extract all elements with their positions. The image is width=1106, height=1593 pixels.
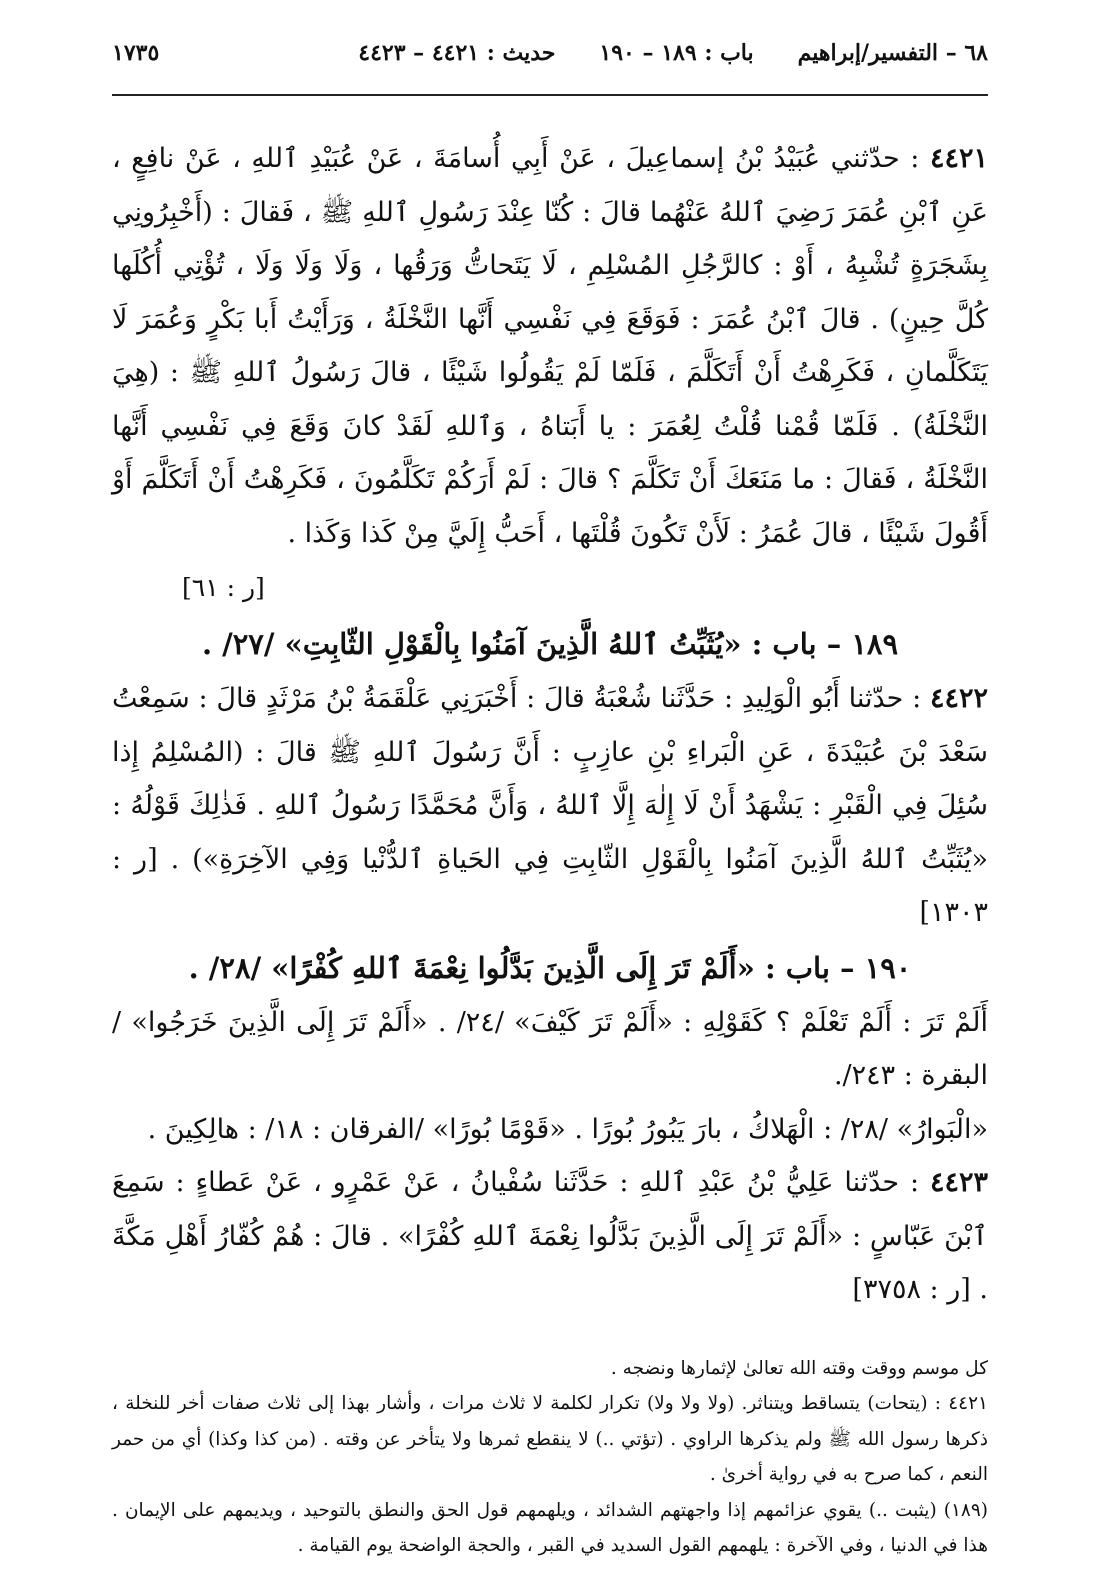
hadith-reference: [ر : ٦١] [182, 573, 265, 602]
footnote-4421: ٤٤٢١ : (يتحات) يتساقط ويتناثر. (ولا ولا ولا) تكرار لكلمة لا ثلاث مرات ، وأشار بهذا إلى ثلاث صفات أخر للنخلة ، ذكرها رسول الله ﷺ ولم يذكرها الراوي . (تؤتي ..) لا ينقطع ثمرها ولا يتأخر عن وقته . (من كذا وكذا) أي من حمر النعم ، كما صرح به في رواية أخرىٰ . [112, 1393, 988, 1485]
hadith-text: : حدّثني عُبَيْدُ بْنُ إسماعِيلَ ، عَنْ أَبِي أُسامَةَ ، عَنْ عُبَيْدِ ٱللهِ ، عَنْ نافِعٍ ، عَنِ ٱبْنِ عُمَرَ رَضِيَ ٱللهُ عَنْهُما قالَ : كُنّا عِنْدَ رَسُولِ ٱللهِ ﷺ ، فَقالَ : (أَخْبِرُونِي بِشَجَرَةٍ تُشْبِهُ ، أَوْ : كالرَّجُلِ المُسْلِمِ ، لَا يَتَحاتُّ وَرَقُها ، وَلَا وَلَا وَلَا ، تُؤْتِي أُكُلَها كُلَّ حِينٍ) . قالَ ٱبْنُ عُمَرَ : فَوَقَعَ فِي نَفْسِي أَنَّها النَّخْلَةُ ، وَرَأَيْتُ أَبا بَكْرٍ وَعُمَرَ لَا يَتَكَلَّمانِ ، فَكَرِهْتُ أَنْ أَتَكَلَّمَ ، فَلَمّا لَمْ يَقُولُوا شَيْئًا ، قالَ رَسُولُ ٱللهِ ﷺ : (هِيَ النَّخْلَةُ) . فَلَمّا قُمْنا قُلْتُ لِعُمَرَ : يا أَبَتاهُ ، وَٱللهِ لَقَدْ كانَ وَقَعَ فِي نَفْسِي أَنَّها النَّخْلَةُ ، فَقالَ : ما مَنَعَكَ أَنْ تَكَلَّمَ ؟ قالَ : لَمْ أَرَكُمْ تَكَلَّمُونَ ، فَكَرِهْتُ أَنْ أَتَكَلَّمَ أَوْ أَقُولَ شَيْئًا ، قالَ عُمَرُ : لَأَنْ تَكُونَ قُلْتَها ، أَحَبُّ إِلَيَّ مِنْ كَذا وَكَذا . [112, 143, 988, 549]
hadith-number: ٤٤٢٢ [929, 683, 988, 714]
chapter-label: ١٩٠ – باب : [764, 950, 912, 985]
main-text [112, 132, 988, 1317]
hadith-number: ٤٤٢١ [929, 143, 988, 174]
tafsir-line: «الْبَوارُ» /٢٨/ : الْهَلاكُ ، بارَ يَبُورُ بُورًا . «قَوْمًا بُورًا» /الفرقان : ١٨/ : هالِكِينَ . [147, 1113, 988, 1145]
tafsir-line: أَلَمْ تَرَ : أَلَمْ تَعْلَمْ ؟ كَقَوْلِهِ : «أَلَمْ تَرَ كَيْفَ» /٢٤/ . «أَلَمْ تَرَ إِلَى الَّذِينَ خَرَجُوا» /البقرة : ٢٤٣/. [112, 1006, 988, 1091]
hadith-4423 [112, 1156, 988, 1317]
header-chapter: ٦٨ – التفسير/إبراهيم [797, 40, 988, 66]
hadith-number: ٤٤٢٣ [929, 1167, 988, 1198]
chapter-label: ١٨٩ – باب : [751, 627, 899, 661]
chapter-heading-189 [112, 616, 988, 672]
header-bab-range: باب : ١٨٩ – ١٩٠ [599, 40, 754, 66]
running-header [112, 0, 988, 96]
verse-number: /٢٨/ . [188, 950, 262, 985]
hadith-reference: [ر : ١٣٠٣] [112, 843, 988, 928]
chapter-heading-190 [112, 940, 988, 996]
chapter-verse: «أَلَمْ تَرَ إِلَى الَّذِينَ بَدَّلُوا نِعْمَةَ ٱللهِ كُفْرًا» [271, 950, 755, 985]
footnote-continuation: كل موسم ووقت وقته الله تعالىٰ لإثمارها ونضجه . [610, 1357, 988, 1379]
header-hadith-range: حديث : ٤٤٢١ – ٤٤٢٣ [358, 40, 556, 66]
footnote-189: (١٨٩) (يثبت ..) يقوي عزائمهم إذا واجهتهم الشدائد ، ويلهمهم قول الحق والنطق بالتوحيد ، ويديمهم على الإيمان . هذا في الدنيا ، وفي الآخرة : يلهمهم القول السديد في القبر ، والحجة الواضحة يوم القيامة . [112, 1499, 988, 1556]
hadith-reference: [ر : ٣٧٥٨] [852, 1274, 971, 1305]
hadith-text: : حدّثنا عَلِيُّ بْنُ عَبْدِ ٱللهِ : حَدَّثَنا سُفْيانُ ، عَنْ عَمْرٍو ، عَنْ عَطاءٍ : سَمِعَ ٱبْنَ عَبّاسٍ : «أَلَمْ تَرَ إِلَى الَّذِينَ بَدَّلُوا نِعْمَةَ ٱللهِ كُفْرًا» . قالَ : هُمْ كُفّارُ أَهْلِ مَكَّةَ . [112, 1167, 988, 1305]
hadith-text: : حدّثنا أَبُو الْوَلِيدِ : حَدَّثَنا شُعْبَةُ قالَ : أَخْبَرَنِي عَلْقَمَةُ بْنُ مَرْثَدٍ قالَ : سَمِعْتُ سَعْدَ بْنَ عُبَيْدَةَ ، عَنِ الْبَراءِ بْنِ عازِبٍ : أَنَّ رَسُولَ ٱللهِ ﷺ قالَ : (المُسْلِمُ إِذا سُئِلَ فِي الْقَبْرِ : يَشْهَدُ أَنْ لَا إِلٰهَ إِلَّا ٱللهُ ، وَأَنَّ مُحَمَّدًا رَسُولُ ٱللهِ . فَذٰلِكَ قَوْلُهُ : «يُثَبِّتُ ٱللهُ الَّذِينَ آمَنُوا بِالْقَوْلِ الثّابِتِ فِي الحَياةِ ٱلدُّنْيا وَفِي الآخِرَةِ») . [112, 683, 988, 875]
chapter-verse: «يُثَبِّتُ ٱللهُ الَّذِينَ آمَنُوا بِالْقَوْلِ الثّابِتِ» [284, 627, 742, 661]
page-number: ١٧٣٥ [112, 40, 160, 66]
hadith-4421 [112, 132, 988, 560]
verse-number: /٢٧/ . [201, 627, 275, 661]
hadith-4422 [112, 672, 988, 940]
footnotes [112, 1351, 988, 1564]
